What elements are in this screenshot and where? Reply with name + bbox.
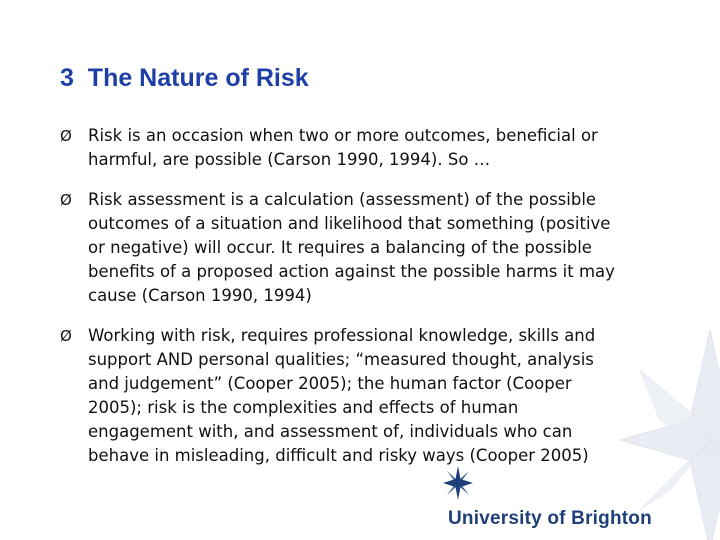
bullet-text: Working with risk, requires professional knowledge, skills and support AND personal qualities; “measured thought, analysis and judgement” (Cooper 2005); the human factor (Cooper 2005); risk is the complexities and effects of human engagement with, and assessment of, individuals who can behave in misleading, difficult and risky ways (Cooper 2005): [88, 326, 596, 465]
bullet-item: [60, 324, 660, 468]
slide-title: 3 The Nature of Risk: [60, 64, 309, 92]
bullet-text: Risk assessment is a calculation (assessment) of the possible outcomes of a situation and likelihood that something (positive or negative) will occur. It requires a balancing of the possible benefits of a proposed action against the possible harms it may cause (Carson 1990, 1994): [88, 190, 615, 305]
bullet-text: Risk is an occasion when two or more outcomes, beneficial or harmful, are possible (Carson 1990, 1994). So …: [88, 126, 598, 169]
university-logo: [440, 466, 710, 536]
bullet-arrow-icon: Ø: [60, 127, 72, 145]
bullet-arrow-icon: Ø: [60, 191, 72, 209]
bullet-item: [60, 124, 660, 172]
logo-text: University of Brighton: [448, 508, 652, 529]
bullet-list: [60, 124, 660, 468]
bullet-arrow-icon: Ø: [60, 327, 72, 345]
bullet-item: [60, 188, 660, 308]
star-compass-icon: [443, 466, 473, 500]
